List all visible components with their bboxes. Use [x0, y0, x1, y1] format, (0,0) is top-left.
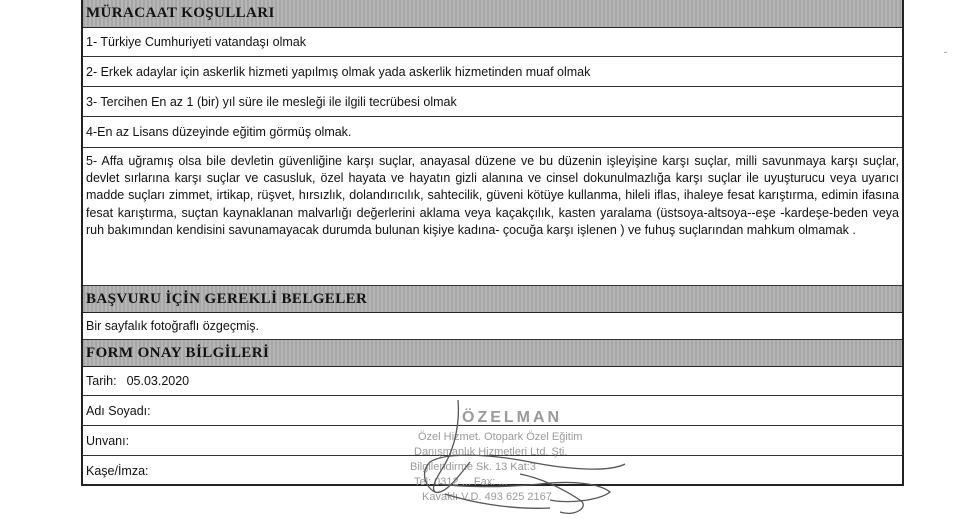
document-row — [83, 313, 902, 340]
section-title: MÜRACAAT KOŞULLARI — [86, 5, 275, 21]
condition-row-long — [83, 148, 902, 286]
stamp-company-name: ÖZELMAN — [462, 409, 563, 426]
svg-text:Özel Hizmet. Otopark Özel Eğit: Özel Hizmet. Otopark Özel Eğitim — [418, 431, 583, 443]
title-label: Unvanı: — [86, 433, 130, 448]
stamp-signature-row — [83, 456, 902, 486]
date-row — [83, 367, 902, 396]
condition-row — [83, 28, 902, 57]
title-row — [83, 426, 902, 456]
section-header-basvuru — [83, 286, 902, 313]
condition-row — [83, 87, 902, 117]
condition-text: 5- Affa uğramış olsa bile devletin güvenliğine karşı suçlar, anayasal düzene ve bu düzenin işleyişine karşı suçlar, milli savunmaya karşı suçlar, devlet sırlarına karşı suçlar ve casusluk, özel hayata ve hayatın gizli alanına ve cinsel dokunulmazlığa karşı suçlar ile uyuşturucu veya uyarıcı madde suçları zimmet, irtikap, rüşvet, hırsızlık, dolandırıcılık, sahtecilik, güveni kötüye kullanma, hileli iflas, ihaleye fesat karıştırma, edimin ifasına fesat karıştırma, suçtan kaynaklanan malvarlığı değerlerini aklama veya kaçakçılık, kasten yaralama (üstsoya-altsoya--eşe -kardeşe-beden veya ruh bakımından kendisini savunamayacak durumda bulunan kişiye kadına- çocuğa karşı işlenen ) ve fuhuş suçlarından mahkum olmamak . — [86, 154, 899, 237]
svg-text:Kavaklı V.D. 493 625 2167: Kavaklı V.D. 493 625 2167 — [422, 491, 552, 503]
condition-text: 4-En az Lisans düzeyinde eğitim görmüş olmak. — [86, 125, 352, 139]
date-value: 05.03.2020 — [126, 374, 190, 388]
condition-row — [83, 117, 902, 148]
section-header-form-onay — [83, 340, 902, 367]
date-label: Tarih: — [86, 374, 117, 388]
svg-text:Bilgilendirme Sk. 13 Kat:3: Bilgilendirme Sk. 13 Kat:3 — [410, 461, 536, 473]
section-title: FORM ONAY BİLGİLERİ — [86, 344, 270, 361]
name-label: Adı Soyadı: — [86, 403, 151, 418]
section-header-muracaat — [83, 0, 902, 28]
condition-text: 3- Tercihen En az 1 (bir) yıl süre ile mesleği ile ilgili tecrübesi olmak — [86, 94, 457, 109]
scan-artifact — [944, 52, 947, 53]
section-title: BAŞVURU İÇİN GEREKLİ BELGELER — [86, 290, 368, 307]
condition-text: 2- Erkek adaylar için askerlik hizmeti yapılmış olmak yada askerlik hizmetinden muaf olmak — [86, 64, 591, 79]
condition-text: 1- Türkiye Cumhuriyeti vatandaşı olmak — [86, 35, 306, 49]
document-text: Bir sayfalık fotoğraflı özgeçmiş. — [86, 319, 259, 333]
condition-row — [83, 57, 902, 87]
svg-text:Tel: 0312 ... Fax: ...: Tel: 0312 ... Fax: ... — [414, 476, 508, 488]
name-row — [83, 396, 902, 426]
application-form — [81, 0, 904, 486]
stamp-signature-label: Kaşe/İmza: — [86, 464, 149, 478]
svg-text:Danışmanlık Hizmetleri Ltd. Şt: Danışmanlık Hizmetleri Ltd. Şti. — [414, 446, 568, 458]
